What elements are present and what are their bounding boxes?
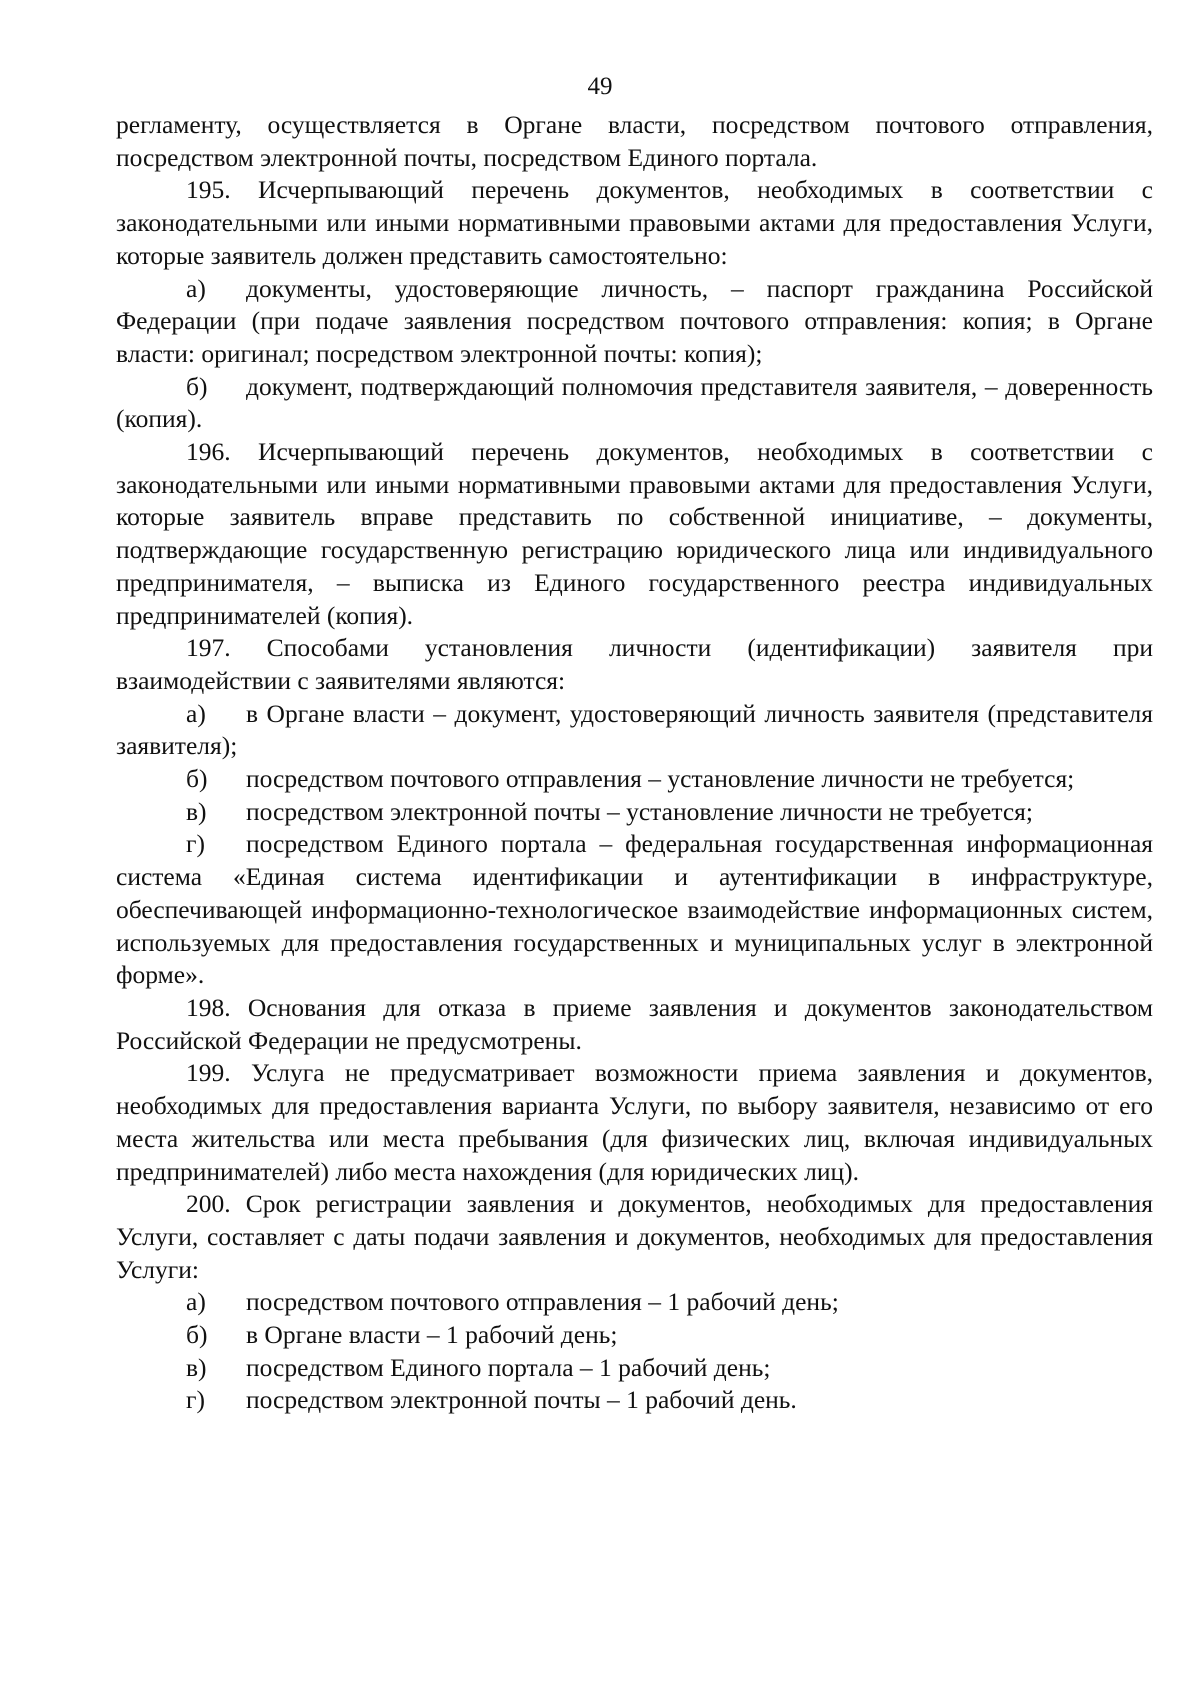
item-text: посредством электронной почты – 1 рабочий день. xyxy=(246,1385,797,1415)
item-letter: г) xyxy=(186,829,205,859)
item-letter: б) xyxy=(186,371,208,401)
page-number: 49 xyxy=(587,73,613,100)
clause-200: 200. Срок регистрации заявления и документов, необходимых для предоставления Услуги, составляет с даты подачи заявления и документов, необходимых для предоставления Услуги: xyxy=(116,1189,1153,1284)
item-letter: в) xyxy=(186,796,207,826)
clause-197-item-v xyxy=(116,796,1153,829)
item-letter: б) xyxy=(186,764,208,794)
item-text: документы, удостоверяющие личность, – паспорт гражданина Российской Федерации (при подаче заявления посредством почтового отправления: копия; в Органе власти: оригинал; посредством электронной почты: копия); xyxy=(116,273,1153,368)
clause-200-item-v xyxy=(116,1352,1153,1385)
item-text: посредством Единого портала – федеральная государственная информационная система «Единая система идентификации и аутентификации в инфраструктуре, обеспечивающей информационно-технологическое взаимодействие информационных систем, используемых для предоставления государственных и муниципальных услуг в электронной форме». xyxy=(116,829,1153,990)
clause-199: 199. Услуга не предусматривает возможности приема заявления и документов, необходимых для предоставления варианта Услуги, по выбору заявителя, независимо от его места жительства или места пребывания (для физических лиц, включая индивидуальных предпринимателей) либо места нахождения (для юридических лиц). xyxy=(116,1058,1153,1186)
item-letter: а) xyxy=(186,698,206,728)
paragraph-continuation: регламенту, осуществляется в Органе власти, посредством почтового отправления, посредством электронной почты, посредством Единого портала. xyxy=(116,110,1153,172)
item-letter: а) xyxy=(186,273,206,303)
clause-197-item-g xyxy=(116,828,1153,992)
item-text: посредством почтового отправления – 1 рабочий день; xyxy=(246,1287,839,1317)
item-letter: в) xyxy=(186,1352,207,1382)
item-letter: а) xyxy=(186,1287,206,1317)
clause-198: 198. Основания для отказа в приеме заявления и документов законодательством Российской Федерации не предусмотрены. xyxy=(116,992,1153,1055)
clause-197-item-b xyxy=(116,763,1153,796)
item-text: посредством Единого портала – 1 рабочий день; xyxy=(246,1352,771,1382)
item-text: документ, подтверждающий полномочия представителя заявителя, – доверенность (копия). xyxy=(116,371,1153,434)
item-letter: б) xyxy=(186,1320,208,1350)
clause-200-item-a xyxy=(116,1286,1153,1319)
clause-195-item-b xyxy=(116,371,1153,436)
document-body xyxy=(116,109,1153,1417)
clause-196: 196. Исчерпывающий перечень документов, необходимых в соответствии с законодательными или иными нормативными правовыми актами для предоставления Услуги, которые заявитель вправе представить по собственной инициативе, – документы, подтверждающие государственную регистрацию юридического лица или индивидуального предпринимателя, – выписка из Единого государственного реестра индивидуальных предпринимателей (копия). xyxy=(116,437,1153,630)
clause-200-item-g xyxy=(116,1384,1153,1417)
clause-197-item-a xyxy=(116,698,1153,763)
clause-200-item-b xyxy=(116,1319,1153,1352)
clause-195-item-a xyxy=(116,273,1153,371)
item-letter: г) xyxy=(186,1385,205,1415)
item-text: посредством электронной почты – установление личности не требуется; xyxy=(246,796,1033,826)
clause-195: 195. Исчерпывающий перечень документов, необходимых в соответствии с законодательными или иными нормативными правовыми актами для предоставления Услуги, которые заявитель должен представить самостоятельно: xyxy=(116,175,1153,270)
item-text: посредством почтового отправления – установление личности не требуется; xyxy=(246,764,1075,794)
clause-197: 197. Способами установления личности (идентификации) заявителя при взаимодействии с заявителями являются: xyxy=(116,633,1153,695)
item-text: в Органе власти – документ, удостоверяющий личность заявителя (представителя заявителя); xyxy=(116,698,1153,761)
item-text: в Органе власти – 1 рабочий день; xyxy=(246,1320,618,1350)
